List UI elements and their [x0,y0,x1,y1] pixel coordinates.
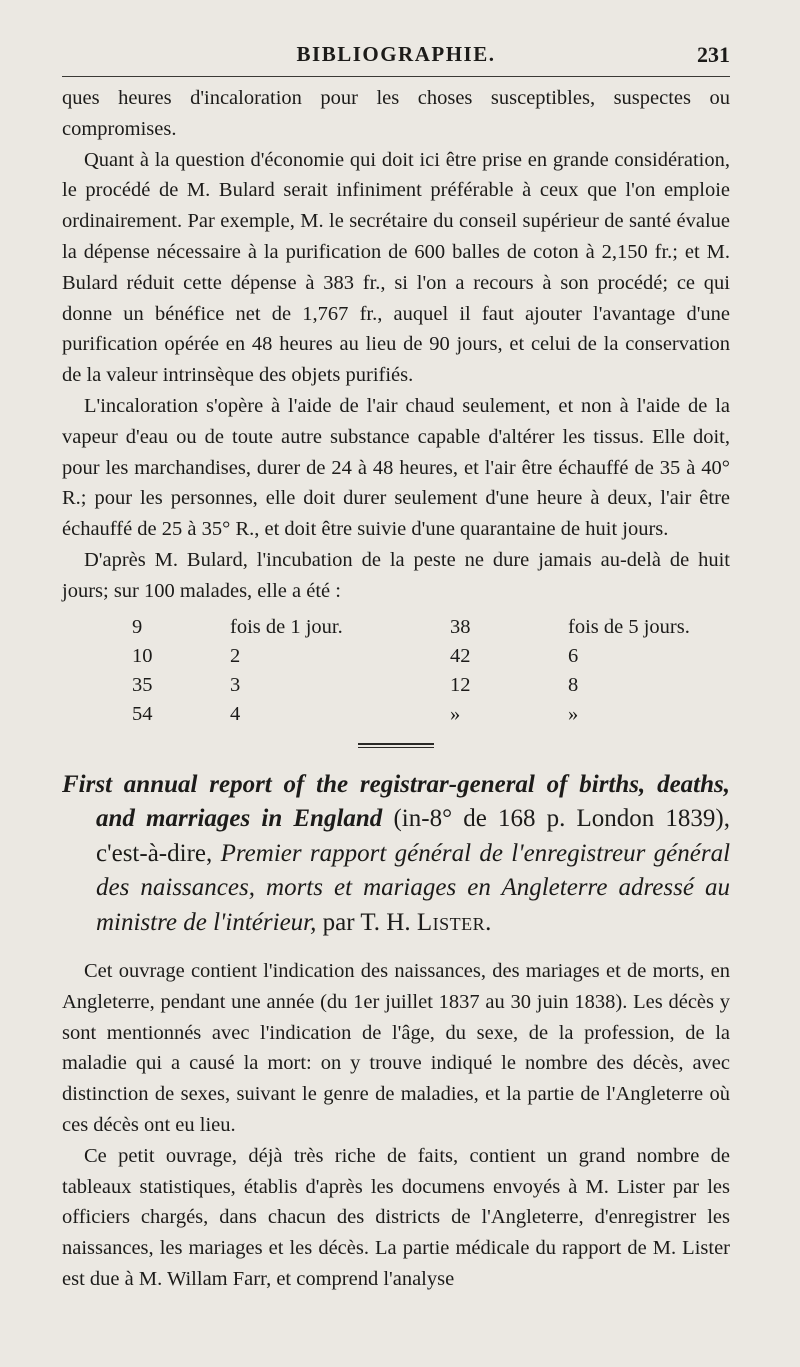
table-cell: » [568,702,579,725]
review-title-french: Premier rapport général de l'enregistreur général des naissances, morts et mariages en Angleterre adressé au ministre de l'intérieur, [96,839,731,936]
table-cell: fois de 5 jours. [568,615,690,638]
table-cell: 3 [230,673,241,696]
review-title-format: (in-8° de 168 p. London 1839), [393,805,731,833]
paragraph-economy: Quant à la question d'économie qui doit ici être prise en grande considération, le procédé de M. Bulard serait infiniment préférable à ceux que l'on emploie ordinairement. Par exemple, M. le secrétaire du conseil supérieur de santé évalue la dépense nécessaire à la purification de 600 balles de coton à 2,150 fr.; et M. Bulard réduit cette dépense à 383 fr., si l'on a recours à son procédé; ce qui donne un bénéfice net de 1,767 fr., auquel il faut ajouter l'avantage d'une purification opérée en 48 heures au lieu de 90 jours, et celui de la conservation de la valeur intrinsèque des objets purifiés. [62,148,730,387]
page-number: 231 [697,42,730,67]
review-title-english: First annual report of the registrar-general of births, deaths, and marriages in England [62,770,730,833]
section-divider [358,743,434,748]
table-cell: 8 [568,673,579,696]
table-cell: 54 [132,702,153,725]
table-row [132,671,698,700]
table-cell: 4 [230,702,241,725]
table-cell: 38 [450,615,471,638]
paragraph-report-tables: Ce petit ouvrage, déjà très riche de faits, contient un grand nombre de tableaux statistiques, établis d'après les documens envoyés à M. Lister par les officiers chargés, dans chacun des districts de l'Angleterre, d'enregistrer les naissances, les mariages et les décès. La partie médicale du rapport de M. Lister est due à M. Willam Farr, et comprend l'analyse [62,1144,730,1291]
review-title [62,768,730,941]
table-cell: » [450,702,461,725]
table-cell: 9 [132,615,143,638]
table-row [132,642,698,671]
table-row [132,613,698,642]
table-cell: fois de 1 jour. [230,615,343,638]
running-head [62,42,730,77]
paragraph-continuation: ques heures d'incaloration pour les choses susceptibles, suspectes ou compromises. [62,87,730,140]
table-cell: 35 [132,673,153,696]
table-cell: 12 [450,673,471,696]
review-title-par: par T. H. [322,908,411,936]
table-cell: 10 [132,644,153,667]
running-title: BIBLIOGRAPHIE. [296,42,496,66]
paragraph-incubation: D'après M. Bulard, l'incubation de la peste ne dure jamais au-delà de huit jours; sur 100 malades, elle a été : [62,548,730,602]
table-cell: 42 [450,644,471,667]
paragraph-report-contents: Cet ouvrage contient l'indication des naissances, des mariages et de morts, en Angleterre, pendant une année (du 1er juillet 1837 au 30 juin 1838). Les décès y sont mentionnés avec l'indication de l'âge, du sexe, de la profession, de la maladie qui a causé la mort: on y trouve indiqué le nombre des décès, avec distinction de sexes, suivant le genre de maladies, et la partie de l'Angleterre où ces décès ont eu lieu. [62,960,730,1137]
paragraph-incaloration: L'incaloration s'opère à l'aide de l'air chaud seulement, et non à l'aide de la vapeur d'eau ou de toute autre substance capable d'altérer les tissus. Elle doit, pour les marchandises, durer de 24 à 48 heures, et l'air être échauffé de 35 à 40° R.; pour les personnes, elle doit durer seulement d'une heure à deux, l'air être échauffé de 25 à 35° R., et doit être suivie d'une quarantaine de huit jours. [62,394,730,541]
table-row [132,700,698,729]
table-cell: 2 [230,644,241,667]
review-title-cest: c'est-à-dire, [96,839,213,867]
incubation-table [132,613,698,729]
review-author: Lister. [416,908,492,936]
table-cell: 6 [568,644,579,667]
